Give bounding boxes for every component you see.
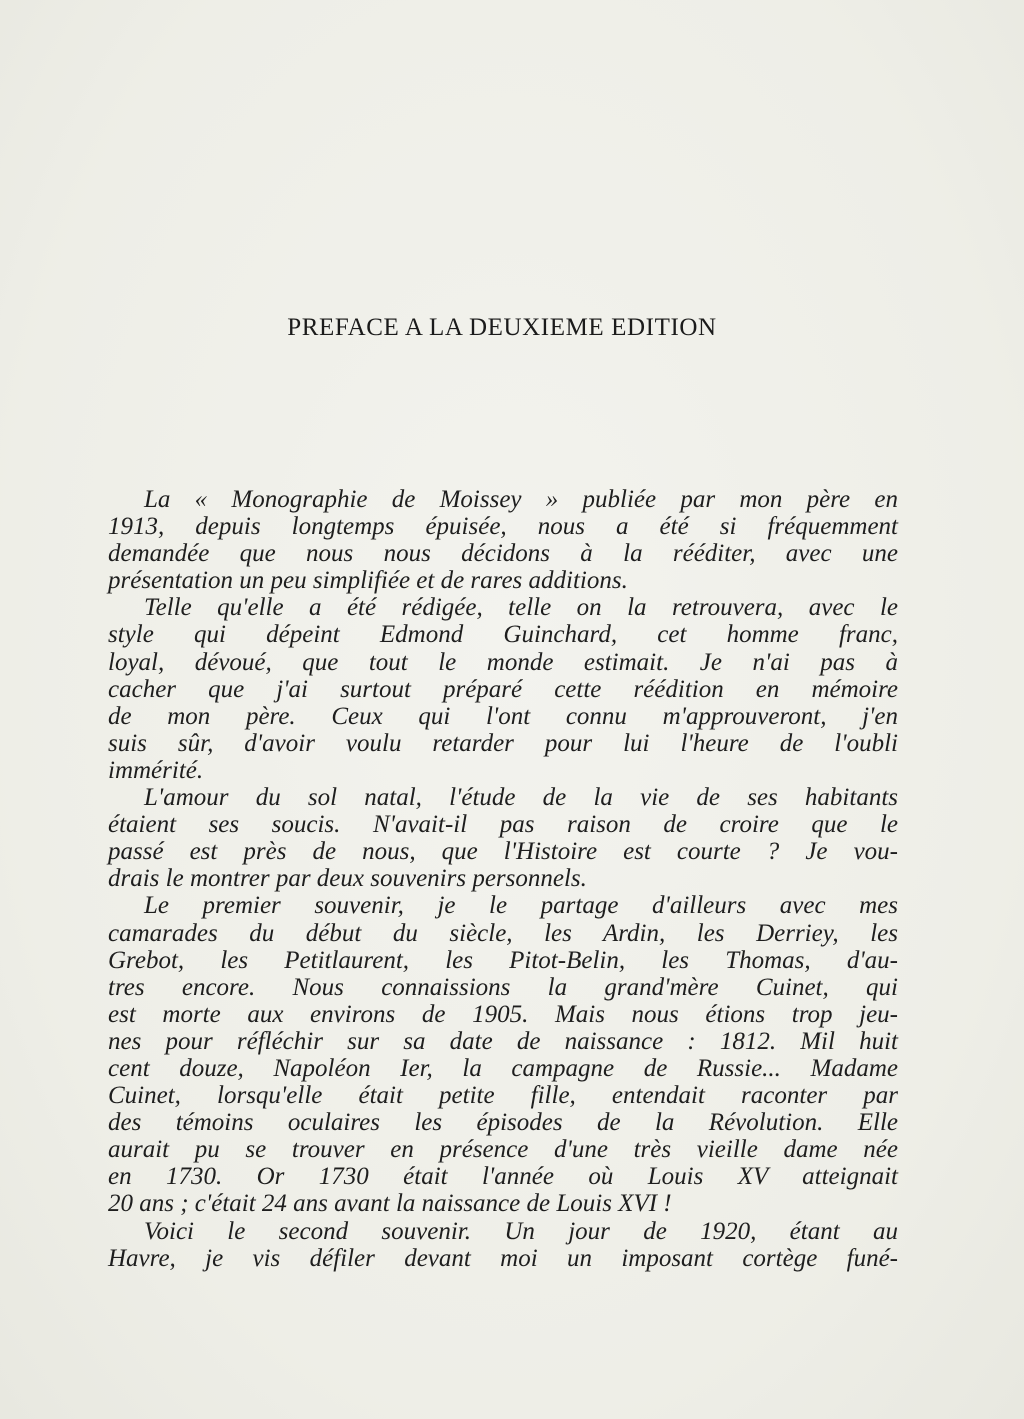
text-line: La « Monographie de Moissey » publiée par mon père en: [144, 486, 898, 513]
text-line: aurait pu se trouver en présence d'une très vieille dame née: [108, 1136, 898, 1164]
text-line: Grebot, les Petitlaurent, les Pitot-Belin, les Thomas, d'au-: [108, 946, 898, 974]
text-line: étaient ses soucis. N'avait-il pas raison de croire que le: [108, 811, 898, 839]
text-line: demandée que nous nous décidons à la rééditer, avec une: [108, 540, 898, 568]
page-title: PREFACE A LA DEUXIEME EDITION: [287, 314, 717, 341]
text-line: Voici le second souvenir. Un jour de 1920, étant au: [144, 1217, 898, 1245]
text-line: nes pour réfléchir sur sa date de naissance : 1812. Mil huit: [108, 1027, 898, 1055]
text-line: Le premier souvenir, je le partage d'ailleurs avec mes: [144, 892, 898, 920]
text-line: est morte aux environs de 1905. Mais nous étions trop jeu-: [108, 1000, 898, 1028]
text-line: L'amour du sol natal, l'étude de la vie de ses habitants: [144, 784, 898, 812]
text-line: immérité.: [108, 756, 204, 784]
text-line: Havre, je vis défiler devant moi un imposant cortège funé-: [108, 1244, 898, 1272]
text-line: style qui dépeint Edmond Guinchard, cet homme franc,: [108, 621, 898, 649]
text-line: passé est près de nous, que l'Histoire est courte ? Je vou-: [108, 838, 898, 866]
text-line: des témoins oculaires les épisodes de la Révolution. Elle: [108, 1109, 898, 1137]
text-line: de mon père. Ceux qui l'ont connu m'approuveront, j'en: [108, 702, 898, 730]
text-line: cent douze, Napoléon Ier, la campagne de Russie... Madame: [108, 1054, 898, 1082]
text-line: en 1730. Or 1730 était l'année où Louis XV atteignait: [108, 1163, 898, 1191]
text-line: cacher que j'ai surtout préparé cette réédition en mémoire: [108, 675, 898, 703]
text-line: Telle qu'elle a été rédigée, telle on la retrouvera, avec le: [144, 594, 898, 622]
text-line: suis sûr, d'avoir voulu retarder pour lui l'heure de l'oubli: [108, 729, 898, 757]
text-line: 1913, depuis longtemps épuisée, nous a été si fréquemment: [108, 513, 898, 541]
text-line: camarades du début du siècle, les Ardin, les Derriey, les: [108, 919, 898, 947]
preface-body-text: [108, 486, 898, 1272]
text-line: 20 ans ; c'était 24 ans avant la naissance de Louis XVI !: [108, 1190, 672, 1218]
text-line: tres encore. Nous connaissions la grand'mère Cuinet, qui: [108, 973, 898, 1001]
text-line: présentation un peu simplifiée et de rares additions.: [108, 567, 628, 595]
text-line: Cuinet, lorsqu'elle était petite fille, entendait raconter par: [108, 1082, 898, 1110]
text-line: loyal, dévoué, que tout le monde estimait. Je n'ai pas à: [108, 648, 898, 676]
text-line: drais le montrer par deux souvenirs personnels.: [108, 865, 587, 893]
